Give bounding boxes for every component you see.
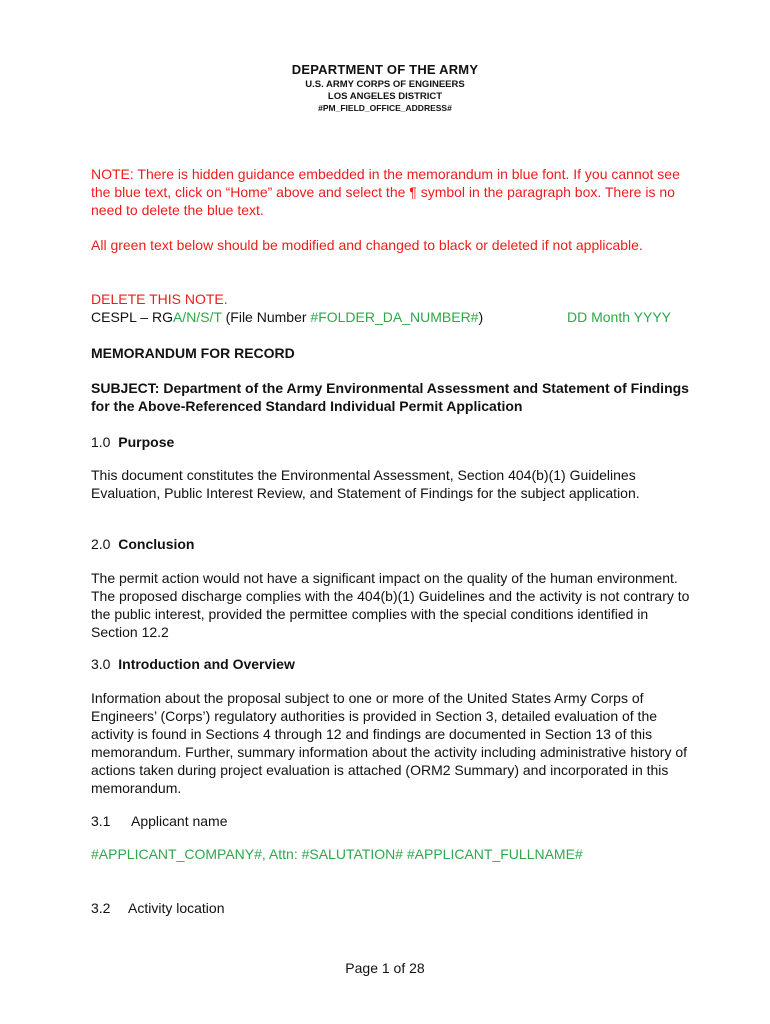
section-3-number: 3.0 <box>91 656 111 672</box>
section-1-number: 1.0 <box>91 434 111 450</box>
section-3-2-heading <box>91 899 691 917</box>
file-number-close: ) <box>478 309 484 325</box>
section-2-heading <box>91 535 691 553</box>
section-3-body: Information about the proposal subject to one or more of the United States Army Corps of Engineers’ (Corps’) regulatory authorities is provided in Section 3, detailed evaluation of the activity is found in Sections 4 through 12 and findings are documented in Section 13 of this memorandum. Further, summary information about the activity including administrative history of actions taken during project evaluation is attached (ORM2 Summary) and incorporated in this memorandum. <box>91 690 688 796</box>
section-2-number: 2.0 <box>91 536 111 552</box>
file-number-label: (File Number <box>221 309 311 325</box>
green-text-note: All green text below should be modified and changed to black or deleted if not applicable. <box>91 237 643 253</box>
applicant-placeholder: #APPLICANT_COMPANY#, Attn: #SALUTATION# #APPLICANT_FULLNAME# <box>91 846 583 862</box>
section-3-title: Introduction and Overview <box>118 656 295 672</box>
delete-note: DELETE THIS NOTE. <box>91 291 228 307</box>
section-3-1-title: Applicant name <box>131 813 228 829</box>
section-3-1-number: 3.1 <box>91 813 111 829</box>
section-2-title: Conclusion <box>118 536 195 552</box>
address-heading: #PM_FIELD_OFFICE_ADDRESS# <box>318 103 452 113</box>
page-number: Page 1 of 28 <box>345 960 425 976</box>
memo-date: DD Month YYYY <box>567 309 672 325</box>
section-2-body: The permit action would not have a significant impact on the quality of the human environment. The proposed discharge complies with the 404(b)(1) Guidelines and the activity is not contrary to the public interest, provided the permittee complies with the special conditions identified in Section 12.2 <box>91 570 690 640</box>
section-3-2-title: Activity location <box>128 900 225 916</box>
section-3-2-number: 3.2 <box>91 900 111 916</box>
office-code: A/N/S/T <box>172 309 222 325</box>
memo-title: MEMORANDUM FOR RECORD <box>91 345 295 361</box>
folder-number: #FOLDER_DA_NUMBER# <box>310 309 479 325</box>
corps-heading: U.S. ARMY CORPS OF ENGINEERS <box>305 79 465 90</box>
section-1-heading <box>91 433 691 451</box>
section-3-heading <box>91 655 691 673</box>
guidance-note: NOTE: There is hidden guidance embedded in the memorandum in blue font. If you cannot see the blue text, click on “Home” above and select the ¶ symbol in the paragraph box. There is no need to delete the blue text. <box>91 166 680 218</box>
district-heading: LOS ANGELES DISTRICT <box>327 91 443 102</box>
section-1-title: Purpose <box>118 434 175 450</box>
department-heading: DEPARTMENT OF THE ARMY <box>291 62 479 77</box>
office-prefix: CESPL – RG <box>91 309 173 325</box>
section-3-1-heading <box>91 812 691 830</box>
subject-line: SUBJECT: Department of the Army Environmental Assessment and Statement of Findings for the Above-Referenced Standard Individual Permit Application <box>91 380 689 414</box>
section-1-body: This document constitutes the Environmental Assessment, Section 404(b)(1) Guidelines Evaluation, Public Interest Review, and Statement of Findings for the subject application. <box>91 467 640 501</box>
